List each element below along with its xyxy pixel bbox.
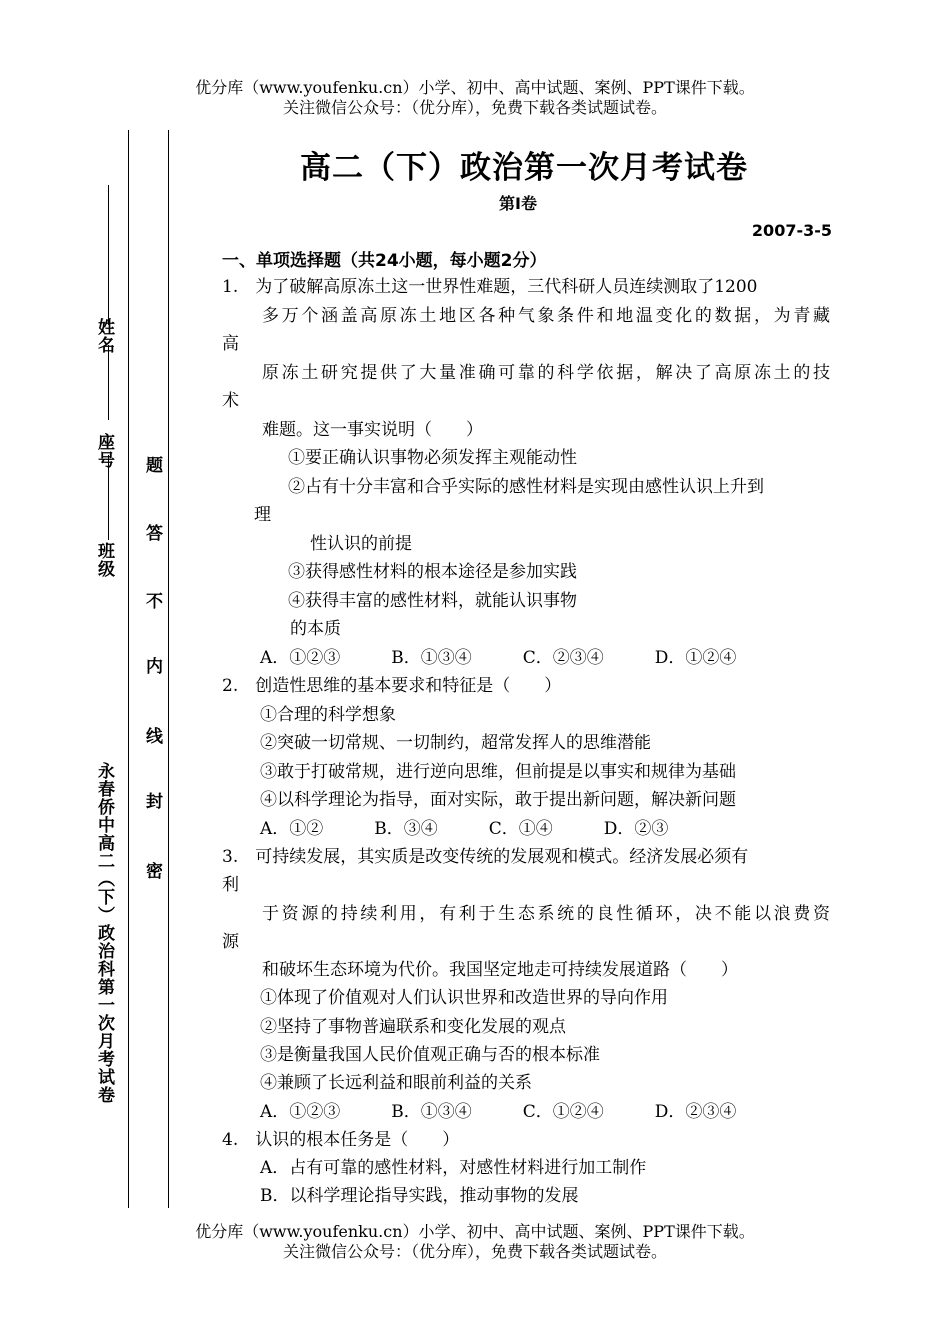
question-2-option-1: ①合理的科学想象 (260, 705, 396, 725)
question-4-choice-b: B．以科学理论指导实践，推动事物的发展 (260, 1186, 579, 1206)
seat-blank-line (108, 345, 109, 420)
margin-rule-outer (128, 130, 129, 1208)
question-2-option-4: ④以科学理论为指导，面对实际，敢于提出新问题，解决新问题 (260, 790, 736, 810)
question-2-option-3: ③敢于打破常规，进行逆向思维，但前提是以事实和规律为基础 (260, 762, 736, 782)
question-1-wrap-char-1: 高 (222, 334, 239, 354)
question-3-option-4: ④兼顾了长远利益和眼前利益的关系 (260, 1073, 532, 1093)
section-heading: 一、单项选择题（共24小题，每小题2分） (222, 251, 547, 271)
question-3-option-2: ②坚持了事物普遍联系和变化发展的观点 (260, 1017, 566, 1037)
seal-char-bu: 不 (142, 592, 162, 609)
exam-title: 高二（下）政治第一次月考试卷 (300, 150, 748, 186)
class-label: 班级 (94, 542, 114, 578)
question-3-wrap-char-2: 源 (222, 932, 239, 952)
footer-line-1: 优分库（www.youfenku.cn）小学、初中、高中试题、案例、PPT课件下载。 (195, 1222, 755, 1241)
question-1-stem-line-2: 多万个涵盖高原冻土地区各种气象条件和地温变化的数据，为青藏 (262, 306, 830, 326)
question-1-choices: A．①②③ B．①③④ C．②③④ D．①②④ (260, 648, 737, 668)
question-1-wrap-char-2: 术 (222, 391, 239, 411)
question-1-option-3: ③获得感性材料的根本途径是参加实践 (288, 562, 577, 582)
question-4-stem: 4. 认识的根本任务是（ ） (222, 1130, 460, 1150)
seal-char-da: 答 (142, 524, 162, 541)
page-footer (0, 1222, 950, 1262)
exam-part: 第Ⅰ卷 (499, 194, 537, 213)
seal-char-nei: 内 (142, 657, 162, 674)
question-3-stem-line-2: 于资源的持续利用，有利于生态系统的良性循环，决不能以浪费资 (262, 904, 830, 924)
question-3-stem-line-3: 和破坏生态环境为代价。我国坚定地走可持续发展道路（ ） (262, 960, 738, 980)
question-1-option-4-cont: 的本质 (290, 619, 341, 639)
question-2-stem: 2. 创造性思维的基本要求和特征是（ ） (222, 676, 562, 696)
question-1-option-2-cont: 性认识的前提 (310, 534, 412, 554)
footer-line-2: 关注微信公众号：（优分库），免费下载各类试题试卷。 (282, 1242, 667, 1261)
question-1-option-4: ④获得丰富的感性材料，就能认识事物 (288, 591, 577, 611)
seat-number-label: 座号 (94, 433, 114, 469)
question-1-option-1: ①要正确认识事物必须发挥主观能动性 (288, 448, 577, 468)
seal-char-xian: 线 (142, 727, 162, 744)
question-1-stem-line-1: 1. 为了破解高原冻土这一世界性难题，三代科研人员连续测取了1200 (222, 277, 758, 297)
exam-date: 2007-3-5 (751, 221, 832, 240)
page-header (0, 78, 950, 118)
question-3-option-3: ③是衡量我国人民价值观正确与否的根本标准 (260, 1045, 600, 1065)
question-3-stem-line-1: 3. 可持续发展，其实质是改变传统的发展观和模式。经济发展必须有 (222, 847, 749, 867)
seal-char-feng: 封 (142, 792, 162, 809)
question-4-choice-a: A．占有可靠的感性材料，对感性材料进行加工制作 (260, 1158, 647, 1178)
question-3-option-1: ①体现了价值观对人们认识世界和改造世界的导向作用 (260, 988, 668, 1008)
name-blank-line (108, 185, 109, 325)
question-3-wrap-char-1: 利 (222, 875, 239, 895)
school-exam-title: 永春侨中高二（下）政治科第一次月考试卷 (94, 762, 114, 1104)
header-line-2: 关注微信公众号：（优分库），免费下载各类试题试卷。 (282, 98, 667, 117)
margin-rule-inner (168, 130, 169, 1208)
question-1-option-2: ②占有十分丰富和合乎实际的感性材料是实现由感性认识上升到 (288, 477, 764, 497)
question-2-choices: A．①② B．③④ C．①④ D．②③ (260, 819, 669, 839)
question-1-stem-line-4: 难题。这一事实说明（ ） (262, 420, 483, 440)
header-line-1: 优分库（www.youfenku.cn）小学、初中、高中试题、案例、PPT课件下载。 (195, 78, 755, 97)
student-name-label: 姓名 (94, 318, 114, 354)
question-1-option-2-wrap-char: 理 (254, 505, 271, 525)
question-3-choices: A．①②③ B．①③④ C．①②④ D．②③④ (260, 1102, 737, 1122)
seal-char-ti: 题 (142, 456, 162, 473)
seal-char-mi: 密 (142, 862, 162, 879)
question-2-option-2: ②突破一切常规、一切制约，超常发挥人的思维潜能 (260, 733, 651, 753)
question-1-stem-line-3: 原冻土研究提供了大量准确可靠的科学依据，解决了高原冻土的技 (262, 363, 830, 383)
